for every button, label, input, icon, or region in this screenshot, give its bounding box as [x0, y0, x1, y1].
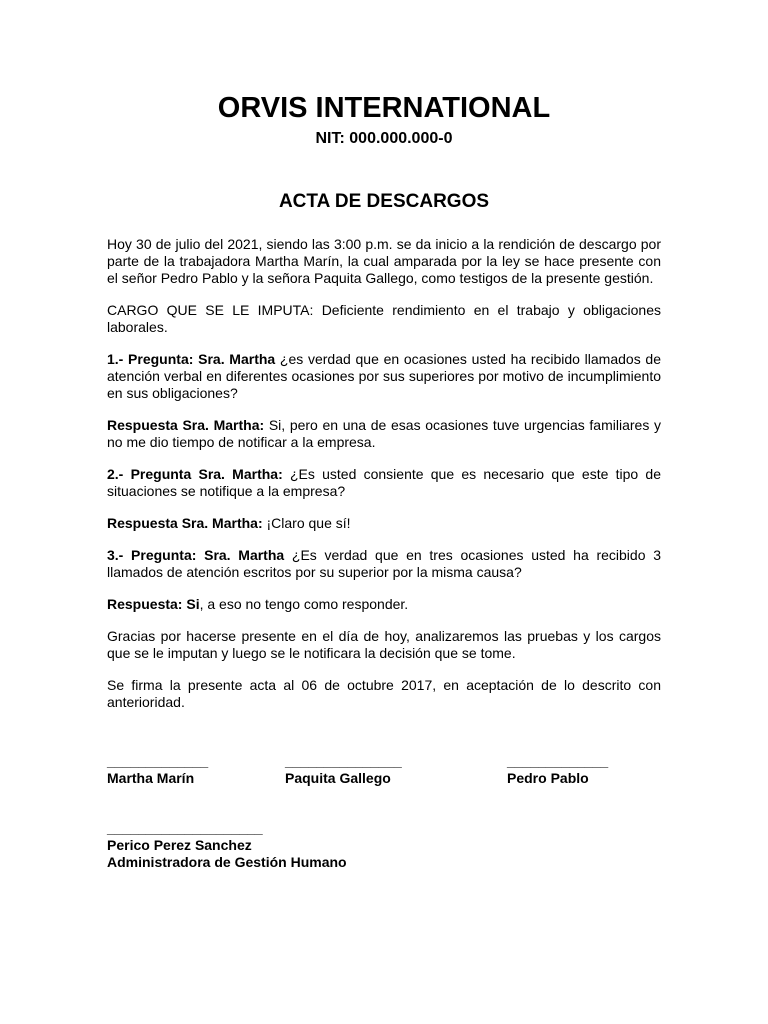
- signature-name: Paquita Gallego: [285, 770, 391, 786]
- intro-paragraph: Hoy 30 de julio del 2021, siendo las 3:00 p.m. se da inicio a la rendición de descargo por parte de la trabajadora Martha Marín, la cual amparada por la ley se hace presente con el señor Pedro Pablo y la señora Paquita Gallego, como testigos de la presente gestión.: [107, 236, 661, 286]
- admin-role: Administradora de Gestión Humano: [107, 854, 347, 870]
- admin-name: Perico Perez Sanchez: [107, 837, 252, 853]
- closing-paragraph: Gracias por hacerse presente en el día de hoy, analizaremos las pruebas y los cargos que se le imputan y luego se le notificara la decisión que se tome.: [107, 628, 661, 661]
- question-1-label: 1.- Pregunta: Sra. Martha: [107, 351, 276, 367]
- question-3-text: ¿Es verdad que en tres ocasiones usted ha recibido 3 llamados de atención escritos por su superior por la misma causa?: [107, 547, 661, 580]
- cargo-paragraph: CARGO QUE SE LE IMPUTA: Deficiente rendimiento en el trabajo y obligaciones laborales.: [107, 302, 661, 335]
- answer-2-label: Respuesta Sra. Martha:: [107, 515, 263, 531]
- signature-name: Pedro Pablo: [507, 770, 589, 786]
- answer-1-text: Si, pero en una de esas ocasiones tuve urgencias familiares y no me dio tiempo de notificar a la empresa.: [107, 417, 661, 450]
- signature-name: Martha Marín: [107, 770, 195, 786]
- signature-admin: [107, 820, 347, 871]
- company-name: ORVIS INTERNATIONAL: [217, 92, 551, 124]
- answer-1: [107, 417, 661, 451]
- answer-1-label: Respuesta Sra. Martha:: [107, 417, 265, 433]
- signature-line: _____________: [507, 753, 609, 769]
- signing-paragraph: Se firma la presente acta al 06 de octubre 2017, en aceptación de lo descrito con anterioridad.: [107, 677, 661, 710]
- signature-paquita: [285, 753, 402, 787]
- signature-martha: [107, 753, 208, 787]
- company-nit: NIT: 000.000.000-0: [315, 130, 453, 147]
- signature-line: _______________: [285, 753, 402, 769]
- question-2-label: 2.- Pregunta Sra. Martha:: [107, 466, 283, 482]
- question-3-label: 3.- Pregunta: Sra. Martha: [107, 547, 285, 563]
- answer-2-text: ¡Claro que sí!: [262, 515, 351, 531]
- answer-2: [107, 515, 661, 532]
- answer-3-text: , a eso no tengo como responder.: [199, 596, 409, 612]
- answer-3-label: Respuesta: Si: [107, 596, 200, 612]
- question-3: [107, 547, 661, 581]
- document-body: [107, 236, 661, 725]
- signature-line: ____________________: [107, 820, 263, 836]
- document-title: ACTA DE DESCARGOS: [278, 191, 490, 212]
- signature-pedro: [507, 753, 608, 787]
- signature-line: _____________: [107, 753, 209, 769]
- question-1-text: ¿es verdad que en ocasiones usted ha recibido llamados de atención verbal en diferentes ocasiones por sus superiores por motivo de incumplimiento en sus obligaciones?: [107, 351, 661, 401]
- question-2: [107, 466, 661, 500]
- question-2-text: ¿Es usted consiente que es necesario que este tipo de situaciones se notifique a la empresa?: [107, 466, 662, 499]
- answer-3: [107, 596, 661, 613]
- question-1: [107, 351, 661, 402]
